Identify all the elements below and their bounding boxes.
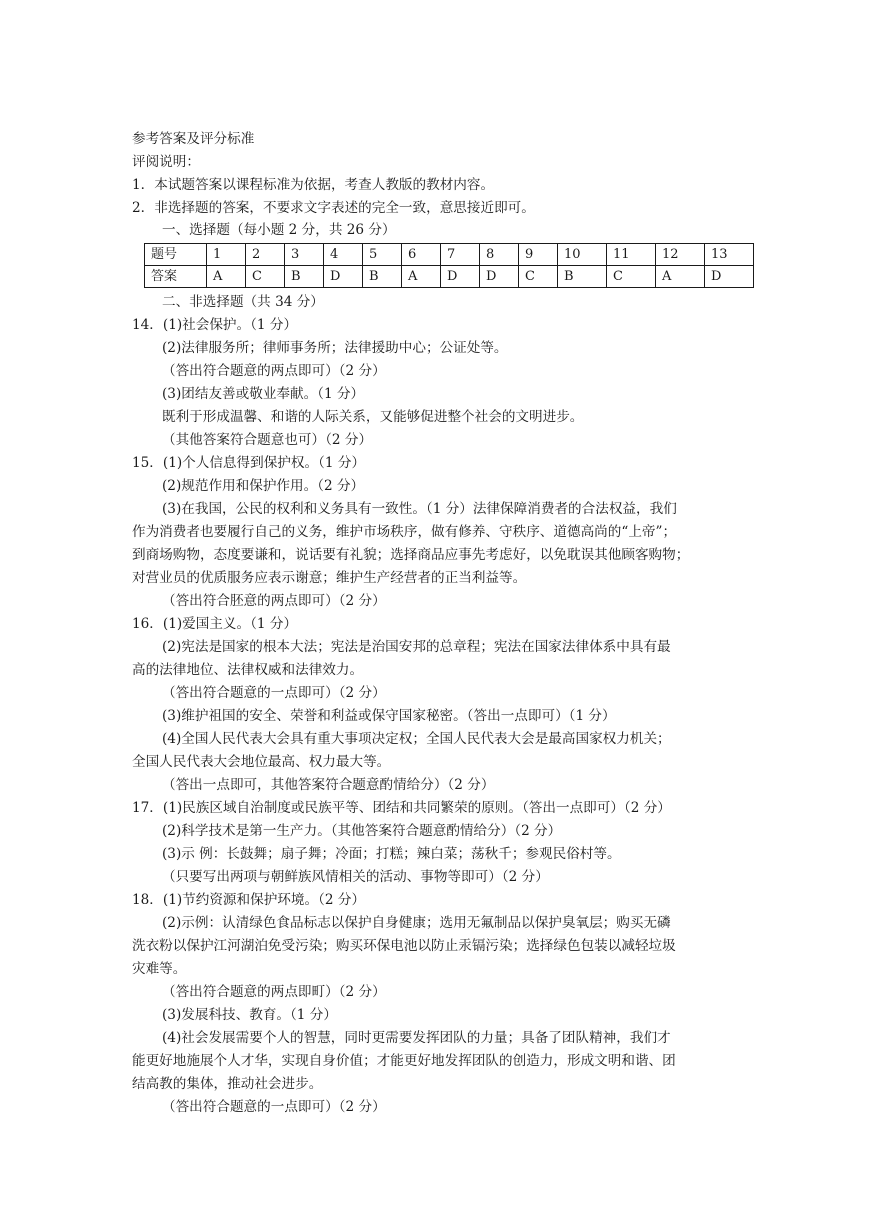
answer-line: (4)全国人民代表大会具有重大事项决定权；全国人民代表大会是最高国家权力机关； bbox=[162, 731, 671, 747]
table-cell: A bbox=[402, 266, 441, 288]
page-heading: 参考答案及评分标准 bbox=[132, 131, 255, 147]
answer-line: （答出符合题意的一点即可）（2 分） bbox=[162, 685, 386, 701]
row-label: 答案 bbox=[145, 266, 207, 288]
table-cell: 10 bbox=[558, 244, 607, 266]
table-cell: 2 bbox=[246, 244, 285, 266]
answer-line: (2)规范作用和保护作用。（2 分） bbox=[162, 478, 365, 494]
answer-line: (3)示 例：长鼓舞；扇子舞；冷面；打糕；辣白菜；荡秋千；参观民俗村等。 bbox=[162, 846, 621, 862]
table-cell: D bbox=[324, 266, 363, 288]
table-cell: C bbox=[519, 266, 558, 288]
table-cell: 1 bbox=[207, 244, 246, 266]
table-cell: B bbox=[558, 266, 607, 288]
row-label: 题号 bbox=[145, 244, 207, 266]
table-cell: B bbox=[363, 266, 402, 288]
answer-line: 作为消费者也要履行自己的义务，维护市场秩序，做有修养、守秩序、道德高尚的“上帝”； bbox=[132, 524, 677, 540]
answer-line: 14．(1)社会保护。（1 分） bbox=[132, 317, 298, 333]
answer-line: （答出一点即可，其他答案符合题意酌情给分）（2 分） bbox=[162, 777, 495, 793]
table-cell: D bbox=[441, 266, 480, 288]
answer-line: 17．(1)民族区域自治制度或民族平等、团结和共同繁荣的原则。（答出一点即可）（2 分） bbox=[132, 800, 671, 816]
answer-line: 18．(1)节约资源和保护环境。（2 分） bbox=[132, 892, 366, 908]
answer-line: 能更好地施展个人才华，实现自身价值；才能更好地发挥团队的创造力，形成文明和谐、团 bbox=[132, 1053, 676, 1069]
answer-line: （答出符合题意的一点即可）（2 分） bbox=[162, 1099, 386, 1115]
table-cell: A bbox=[656, 266, 705, 288]
table-cell: B bbox=[285, 266, 324, 288]
answer-line: 结高教的集体，推动社会进步。 bbox=[132, 1076, 323, 1092]
notes-title: 评阅说明： bbox=[132, 154, 200, 170]
answer-line: (3)团结友善或敬业奉献。（1 分） bbox=[162, 386, 365, 402]
table-cell: A bbox=[207, 266, 246, 288]
answer-line: （答出符合题意的两点即町）（2 分） bbox=[162, 984, 386, 1000]
table-cell: D bbox=[705, 266, 754, 288]
table-cell: C bbox=[607, 266, 656, 288]
table-cell: 9 bbox=[519, 244, 558, 266]
answer-line: （答出符合胚意的两点即可）（2 分） bbox=[162, 593, 386, 609]
table-cell: 7 bbox=[441, 244, 480, 266]
answer-table bbox=[144, 243, 754, 288]
answer-line: 到商场购物，态度要谦和，说话要有礼貌；选择商品应事先考虑好，以免耽误其他顾客购物； bbox=[132, 547, 690, 563]
answer-line: 对营业员的优质服务应表示谢意；维护生产经营者的正当利益等。 bbox=[132, 570, 527, 586]
table-cell: 11 bbox=[607, 244, 656, 266]
table-cell: 12 bbox=[656, 244, 705, 266]
answer-line: 全国人民代表大会地位最高、权力最大等。 bbox=[132, 754, 391, 770]
table-cell: 13 bbox=[705, 244, 754, 266]
answer-line: 洗衣粉以保护江河湖泊免受污染；购买环保电池以防止汞镉污染；选择绿色包装以减轻垃圾 bbox=[132, 938, 676, 954]
section-1-title: 一、选择题（每小题 2 分，共 26 分） bbox=[162, 222, 396, 238]
answer-line: 高的法律地位、法律权威和法律效力。 bbox=[132, 662, 364, 678]
answer-line: (2)科学技术是第一生产力。（其他答案符合题意酌情给分）（2 分） bbox=[162, 823, 562, 839]
table-cell: 4 bbox=[324, 244, 363, 266]
note-item: 1．本试题答案以课程标准为依据，考查人教版的教材内容。 bbox=[132, 177, 495, 193]
answer-line: 既利于形成温馨、和谐的人际关系，又能够促进整个社会的文明进步。 bbox=[162, 409, 584, 425]
table-cell: C bbox=[246, 266, 285, 288]
answer-line: (2)法律服务所；律师事务所；法律援助中心；公证处等。 bbox=[162, 340, 508, 356]
table-row-answers bbox=[145, 266, 754, 288]
table-cell: D bbox=[480, 266, 519, 288]
table-cell: 5 bbox=[363, 244, 402, 266]
answer-line: （答出符合题意的两点即可）（2 分） bbox=[162, 363, 386, 379]
table-cell: 3 bbox=[285, 244, 324, 266]
answer-line: (2)示例：认清绿色食品标志以保护自身健康；选用无氟制品以保护臭氧层；购买无磷 bbox=[162, 915, 671, 931]
answer-line: (2)宪法是国家的根本大法；宪法是治国安邦的总章程；宪法在国家法律体系中具有最 bbox=[162, 639, 671, 655]
answer-line: 16．(1)爱国主义。（1 分） bbox=[132, 616, 298, 632]
answer-line: 15．(1)个人信息得到保护权。（1 分） bbox=[132, 455, 366, 471]
note-item: 2．非选择题的答案，不要求文字表述的完全一致，意思接近即可。 bbox=[132, 200, 535, 216]
answer-line: (3)维护祖国的安全、荣誉和利益或保守国家秘密。（答出一点即可）（1 分） bbox=[162, 708, 616, 724]
answer-line: 灾难等。 bbox=[132, 961, 187, 977]
answer-line: (3)发展科技、教育。（1 分） bbox=[162, 1007, 337, 1023]
table-cell: 8 bbox=[480, 244, 519, 266]
answer-line: （只要写出两项与朝鲜族风情相关的活动、事物等即可）（2 分） bbox=[162, 869, 549, 885]
answer-line: （其他答案符合题意也可）（2 分） bbox=[162, 432, 373, 448]
answer-line: (4)社会发展需要个人的智慧，同时更需要发挥团队的力量；具备了团队精神，我们才 bbox=[162, 1030, 671, 1046]
section-2-title: 二、非选择题（共 34 分） bbox=[162, 294, 324, 310]
answer-line: (3)在我国，公民的权利和义务具有一致性。（1 分）法律保障消费者的合法权益，我们 bbox=[162, 501, 677, 517]
table-row-numbers bbox=[145, 244, 754, 266]
table-cell: 6 bbox=[402, 244, 441, 266]
